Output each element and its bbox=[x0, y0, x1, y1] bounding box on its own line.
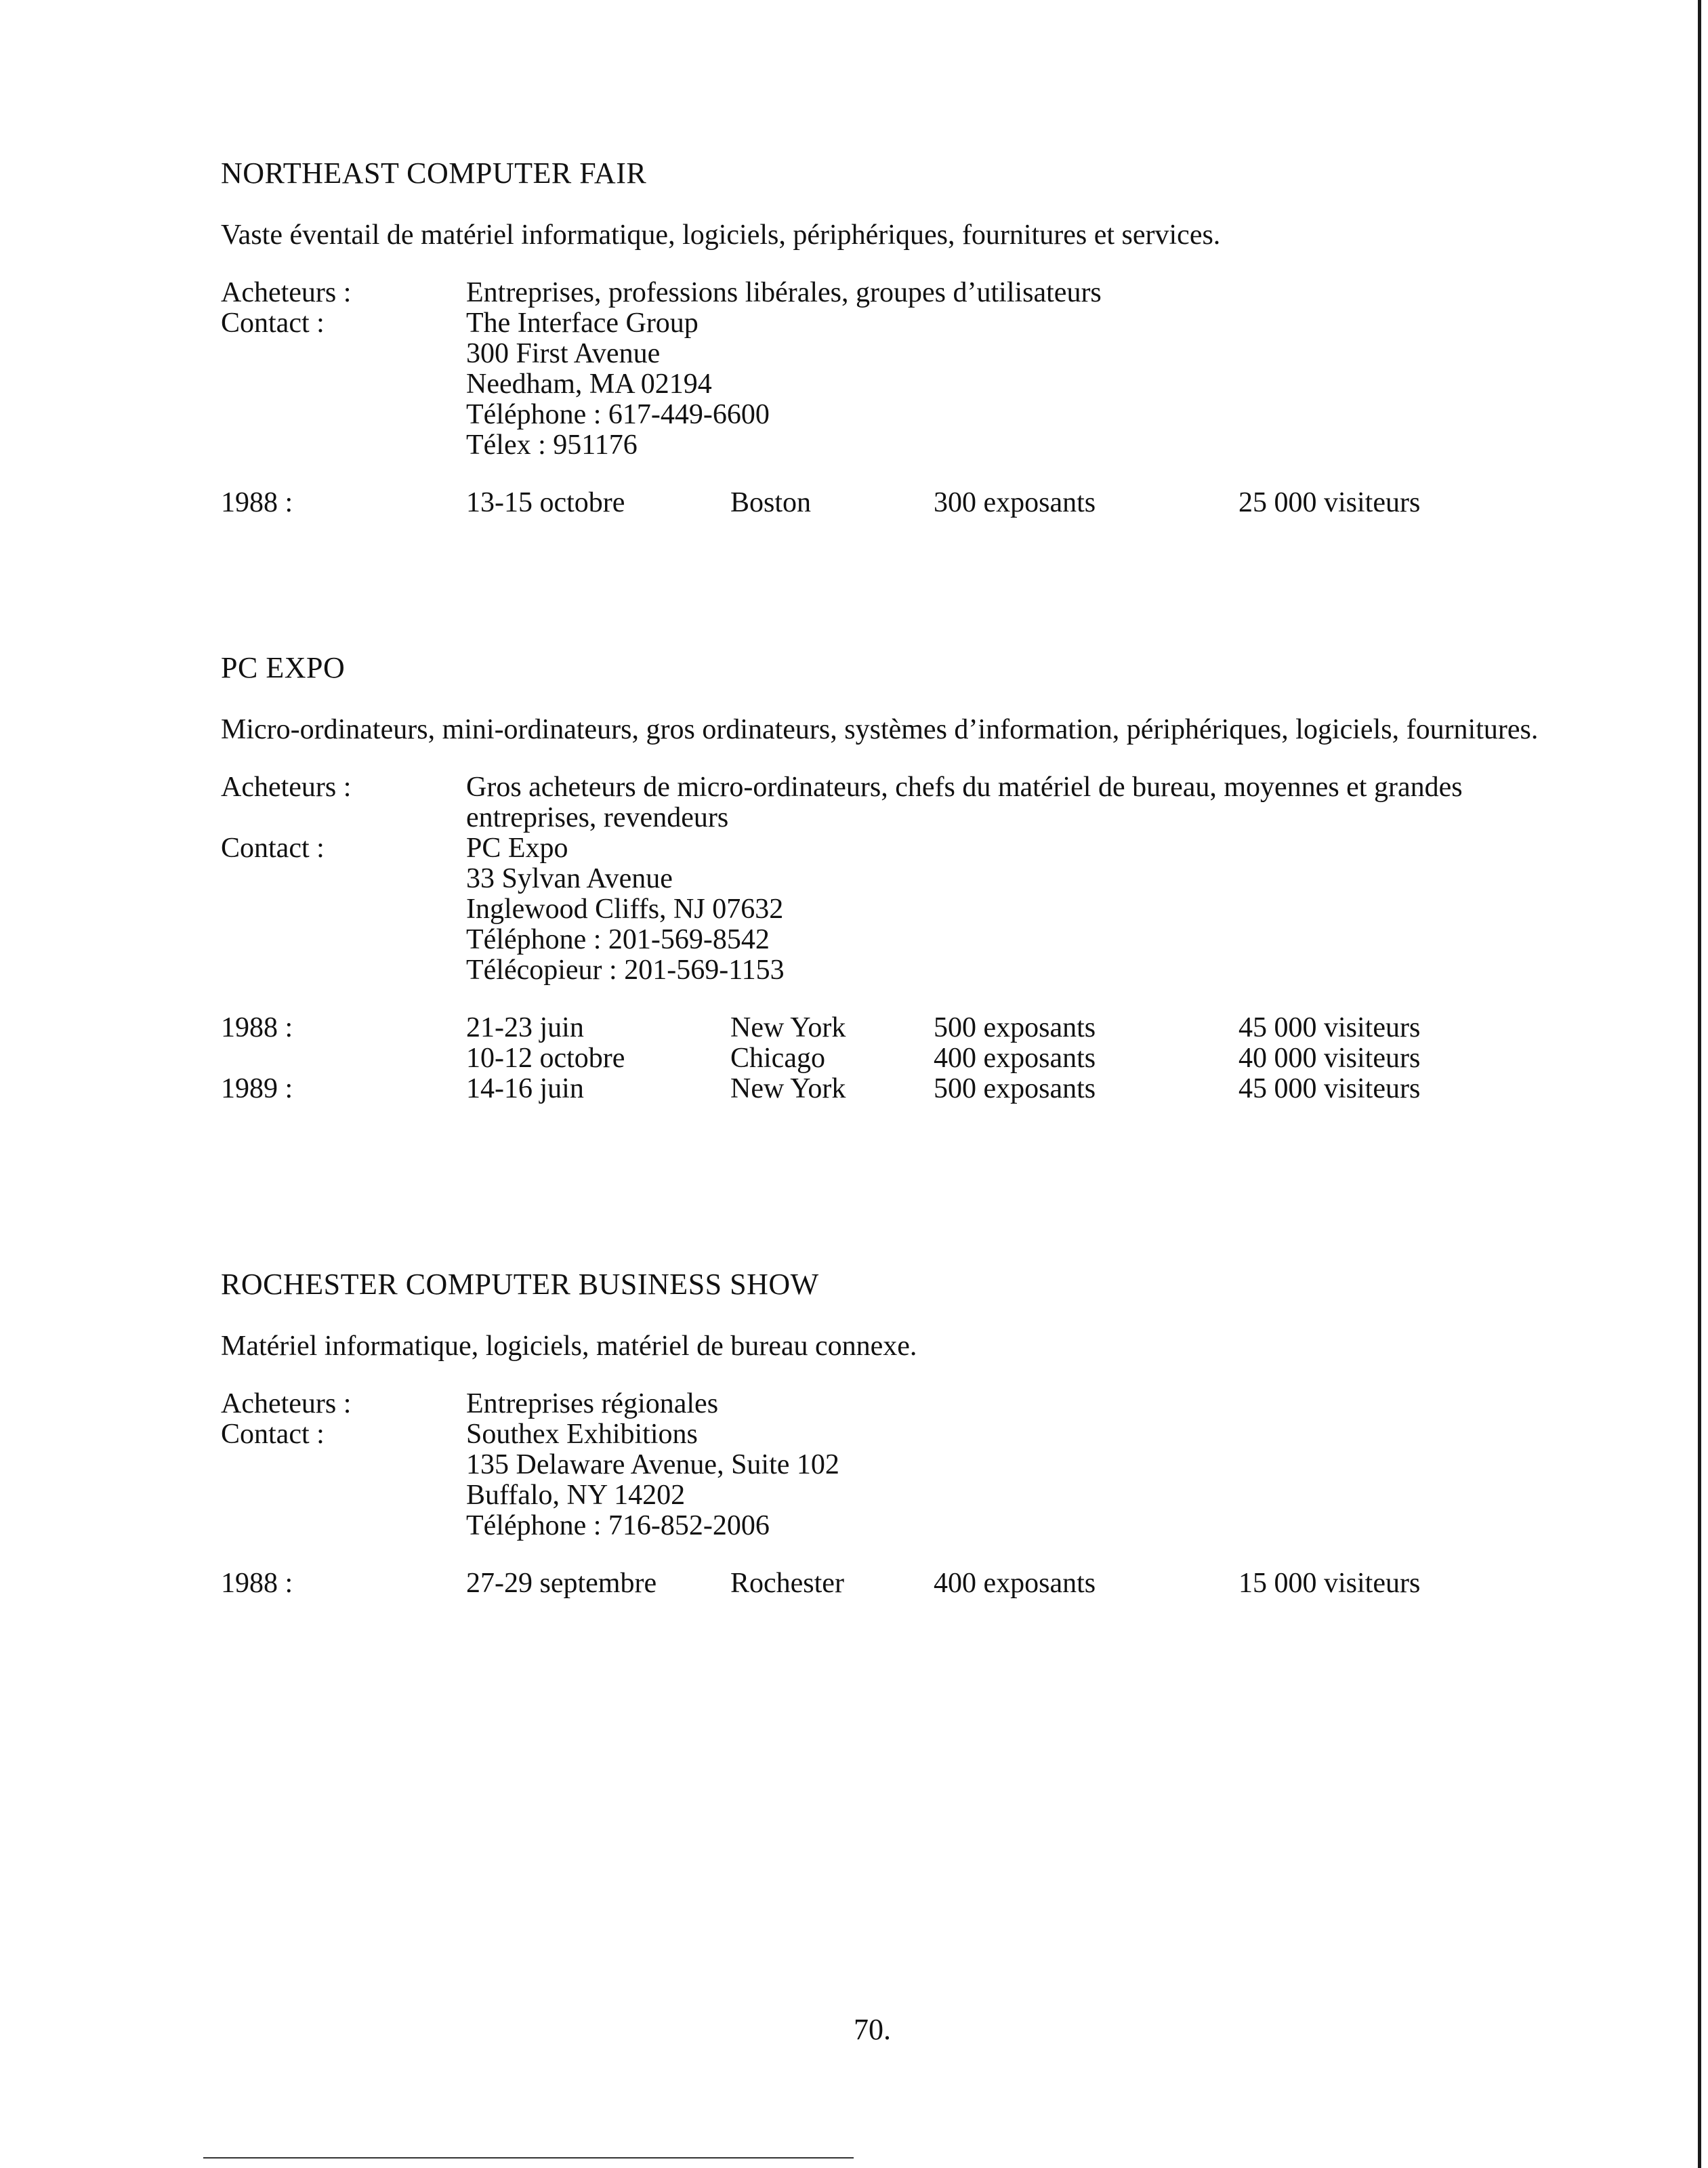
contact-row bbox=[221, 1419, 1549, 1541]
event-exhibitors: 400 exposants bbox=[934, 1568, 1096, 1599]
event-dates: 14-16 juin bbox=[466, 1073, 584, 1104]
event-row bbox=[221, 1013, 1549, 1043]
buyers-value: Entreprises, professions libérales, groupes d’utilisateurs bbox=[466, 277, 1102, 308]
event-year: 1989 : bbox=[221, 1073, 293, 1104]
events-table bbox=[221, 1013, 1549, 1104]
event-visitors: 45 000 visiteurs bbox=[1238, 1073, 1421, 1104]
buyers-label: Acheteurs : bbox=[221, 277, 352, 308]
events-table bbox=[221, 1568, 1549, 1599]
event-exhibitors: 500 exposants bbox=[934, 1012, 1096, 1043]
contact-line: 33 Sylvan Avenue bbox=[466, 863, 673, 894]
buyers-label: Acheteurs : bbox=[221, 772, 352, 803]
event-city: Boston bbox=[730, 487, 812, 518]
contact-line: The Interface Group bbox=[466, 308, 699, 339]
contact-line: Télécopieur : 201-569-1153 bbox=[466, 955, 785, 986]
buyers-row bbox=[221, 772, 1549, 833]
event-visitors: 45 000 visiteurs bbox=[1238, 1012, 1421, 1043]
event-dates: 10-12 octobre bbox=[466, 1043, 625, 1074]
event-city: Rochester bbox=[730, 1568, 844, 1599]
contact-line: Téléphone : 716-852-2006 bbox=[466, 1510, 770, 1541]
contact-line: 135 Delaware Avenue, Suite 102 bbox=[466, 1449, 839, 1480]
section-title: ROCHESTER COMPUTER BUSINESS SHOW bbox=[221, 1268, 819, 1301]
event-visitors: 40 000 visiteurs bbox=[1238, 1043, 1421, 1074]
section-description: Matériel informatique, logiciels, matériel de bureau connexe. bbox=[221, 1331, 917, 1362]
contact-line: Téléphone : 617-449-6600 bbox=[466, 399, 770, 430]
section-title: PC EXPO bbox=[221, 651, 346, 684]
contact-row bbox=[221, 833, 1549, 986]
event-year: 1988 : bbox=[221, 487, 293, 518]
event-city: New York bbox=[730, 1012, 846, 1043]
contact-row bbox=[221, 308, 1549, 461]
buyers-value: Entreprises régionales bbox=[466, 1388, 719, 1419]
contact-label: Contact : bbox=[221, 1419, 325, 1450]
page-number: 70. bbox=[854, 2013, 891, 2046]
contact-line: Téléphone : 201-569-8542 bbox=[466, 924, 770, 955]
event-row bbox=[221, 488, 1549, 518]
section-title: NORTHEAST COMPUTER FAIR bbox=[221, 157, 647, 190]
event-dates: 21-23 juin bbox=[466, 1012, 584, 1043]
contact-line: Southex Exhibitions bbox=[466, 1419, 698, 1450]
scan-bottom-line bbox=[203, 2157, 854, 2159]
section-northeast-computer-fair bbox=[221, 156, 1549, 518]
event-dates: 27-29 septembre bbox=[466, 1568, 657, 1599]
event-year: 1988 : bbox=[221, 1568, 293, 1599]
event-visitors: 15 000 visiteurs bbox=[1238, 1568, 1421, 1599]
buyers-contact-block bbox=[221, 1389, 1549, 1541]
buyers-contact-block bbox=[221, 278, 1549, 461]
section-pc-expo bbox=[221, 650, 1549, 1104]
contact-line: 300 First Avenue bbox=[466, 338, 661, 369]
event-visitors: 25 000 visiteurs bbox=[1238, 487, 1421, 518]
events-table bbox=[221, 488, 1549, 518]
section-description: Vaste éventail de matériel informatique, logiciels, périphériques, fournitures et services. bbox=[221, 220, 1221, 251]
contact-line: Needham, MA 02194 bbox=[466, 369, 712, 400]
contact-line: Inglewood Cliffs, NJ 07632 bbox=[466, 894, 784, 925]
scan-edge-border bbox=[1698, 0, 1701, 2168]
event-year bbox=[221, 1043, 466, 1074]
event-exhibitors: 300 exposants bbox=[934, 487, 1096, 518]
event-exhibitors: 500 exposants bbox=[934, 1073, 1096, 1104]
contact-line: Buffalo, NY 14202 bbox=[466, 1480, 686, 1511]
contact-label: Contact : bbox=[221, 833, 325, 864]
contact-line: Télex : 951176 bbox=[466, 430, 638, 461]
buyers-row bbox=[221, 278, 1549, 308]
event-row bbox=[221, 1074, 1549, 1104]
buyers-label: Acheteurs : bbox=[221, 1388, 352, 1419]
contact-line: PC Expo bbox=[466, 833, 568, 864]
event-city: New York bbox=[730, 1073, 846, 1104]
contact-label: Contact : bbox=[221, 308, 325, 339]
event-dates: 13-15 octobre bbox=[466, 487, 625, 518]
section-description: Micro-ordinateurs, mini-ordinateurs, gros ordinateurs, systèmes d’information, périphériques, logiciels, fournitures. bbox=[221, 714, 1539, 745]
event-row bbox=[221, 1568, 1549, 1599]
event-year: 1988 : bbox=[221, 1012, 293, 1043]
event-city: Chicago bbox=[730, 1043, 825, 1074]
event-exhibitors: 400 exposants bbox=[934, 1043, 1096, 1074]
event-row bbox=[221, 1043, 1549, 1074]
section-rochester-computer-business-show bbox=[221, 1267, 1549, 1599]
buyers-contact-block bbox=[221, 772, 1549, 986]
buyers-value: Gros acheteurs de micro-ordinateurs, chefs du matériel de bureau, moyennes et grandes entreprises, revendeurs bbox=[466, 772, 1463, 833]
buyers-row bbox=[221, 1389, 1549, 1419]
